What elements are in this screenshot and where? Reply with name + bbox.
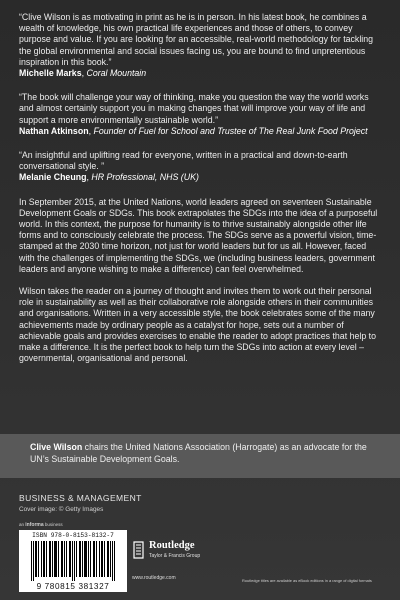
informa-imprint <box>19 522 63 528</box>
endorsement-quote <box>19 150 381 184</box>
cover-image-credit: Cover image: © Getty Images <box>19 506 104 513</box>
quote-text: “Clive Wilson is as motivating in print as he is in person. In his latest book, he combines a wealth of knowledge, his own practical life experiences and those of others, to convey purpose and value. If you are looking for an accessible, real-world methodology for tackling the global environmental and social issues facing us, you are bound to find unpretentious inspiration in this book.” <box>19 12 374 67</box>
quote-author: Melanie Cheung <box>19 172 87 183</box>
isbn-barcode <box>19 530 127 592</box>
routledge-logo-icon <box>132 541 145 559</box>
quote-author: Nathan Atkinson <box>19 125 89 136</box>
quote-text: “The book will challenge your way of thinking, make you question the way the world works and almost certainly support you in making changes that will improve your way of life and support a more environmentally sustainable world.” <box>19 92 369 125</box>
quote-role: Coral Mountain <box>86 68 147 79</box>
imprint-name: informa <box>25 522 44 528</box>
publisher-group: Taylor & Francis Group <box>149 553 201 559</box>
quote-attribution: Michelle Marks, Coral Mountain <box>19 68 147 79</box>
author-bio-box <box>0 434 400 478</box>
quote-role: HR Professional, NHS (UK) <box>91 172 199 183</box>
author-bio-text: chairs the United Nations Association (Harrogate) as an advocate for the UN’s Sustainable Development Goals. <box>30 442 367 464</box>
isbn-number: ISBN 978-0-8153-8132-7 <box>32 532 114 539</box>
endorsement-quote <box>19 92 381 137</box>
blurb-paragraph: In September 2015, at the United Nations, world leaders agreed on seventeen Sustainable Development Goals or SDGs. This book extrapolates the SDGs into the idea of a purposeful world. In this context, the purpose for humanity is to thrive sustainably alongside other life forms and to consciously celebrate the process. The SDGs serve as a powerful vision, time-stamped at the 2030 time horizon, not just for world leaders but for us all. However, faced with the challenges of implementing the SDGs, we (including business leaders, government leaders and anyone wishing to make a difference) can feel overwhelmed. <box>19 196 378 274</box>
imprint-suffix: business <box>44 522 63 527</box>
quote-attribution: Melanie Cheung, HR Professional, NHS (UK) <box>19 172 199 183</box>
publisher-url: www.routledge.com <box>132 575 176 581</box>
publisher-name: Routledge <box>149 540 195 551</box>
ebook-availability-note: Routledge titles are available as eBook editions in a range of digital formats <box>242 578 372 583</box>
imprint-prefix: an <box>19 522 25 527</box>
barcode-bars <box>25 541 121 581</box>
cover-text-column <box>19 12 381 375</box>
quote-author: Michelle Marks <box>19 68 82 79</box>
quote-text: “An insightful and uplifting read for everyone, written in a practical and down-to-earth conversational style. ” <box>19 150 348 172</box>
blurb-paragraph: Wilson takes the reader on a journey of thought and invites them to work out their personal role in sustainability as well as their collaborative role alongside others in their communities and organisations. Written in a very accessible style, the book celebrates some of the many achievements made by ordinary people as a catalyst for hope, sets out a number of achievable goals and provides exercises to enable the reader to adopt practices that help to make a difference. It is the perfect book to help turn the SDGs into action at every level – governmental, organisational and personal. <box>19 286 376 364</box>
publisher-logo <box>132 540 222 570</box>
quote-attribution: Nathan Atkinson, Founder of Fuel for School and Trustee of The Real Junk Food Project <box>19 125 368 136</box>
author-bio <box>30 442 370 465</box>
author-name: Clive Wilson <box>30 442 83 452</box>
endorsement-quote <box>19 12 381 79</box>
book-category: BUSINESS & MANAGEMENT <box>19 493 142 503</box>
quote-role: Founder of Fuel for School and Trustee of The Real Junk Food Project <box>93 125 368 136</box>
barcode-digits: 9 780815 381327 <box>36 582 110 591</box>
